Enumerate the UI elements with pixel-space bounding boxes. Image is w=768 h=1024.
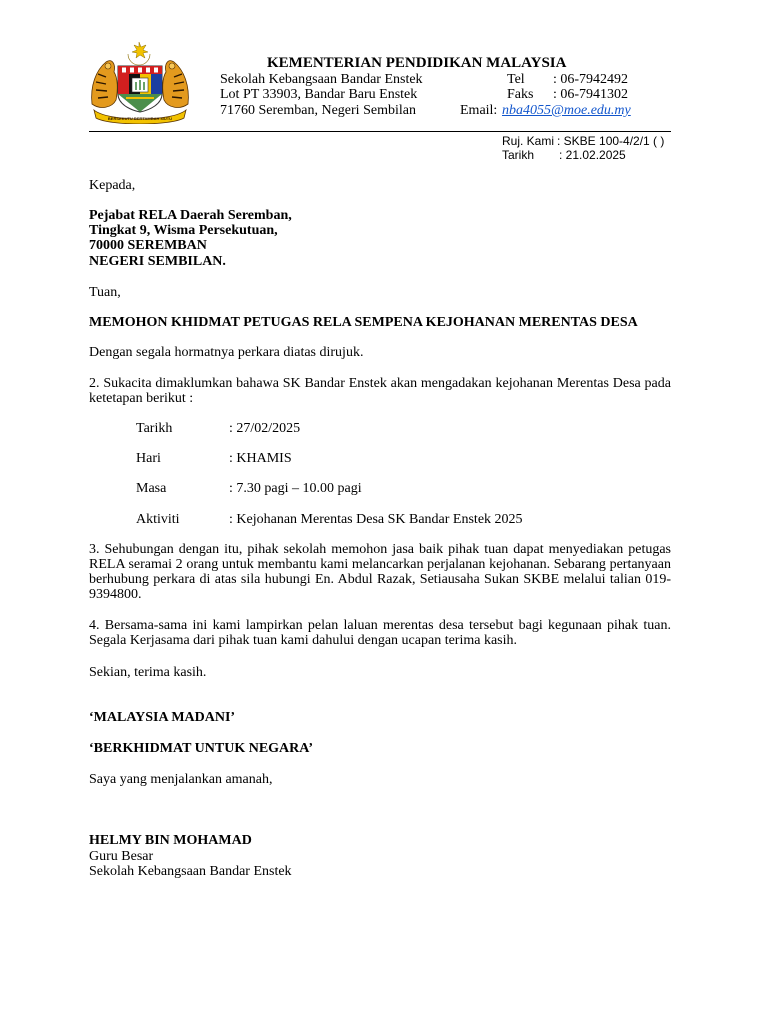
email-link[interactable]: nba4055@moe.edu.my [502, 103, 631, 118]
crest-motto: BERSEKUTU BERTAMBAH MUTU [107, 116, 173, 121]
fax-label: Faks [507, 87, 534, 102]
coat-of-arms-icon [88, 42, 192, 124]
recipient-line: Pejabat RELA Daerah Seremban, [89, 208, 292, 223]
email-label: Email: [460, 103, 498, 118]
address-line-2: 71760 Seremban, Negeri Sembilan [220, 103, 416, 118]
ministry-title: KEMENTERIAN PENDIDIKAN MALAYSIA [267, 55, 567, 71]
fax-value: : 06-7941302 [553, 87, 629, 102]
detail-label: Tarikh [136, 421, 173, 436]
detail-label: Hari [136, 451, 161, 466]
slogan-malaysia-madani: ‘MALAYSIA MADANI’ [89, 710, 236, 725]
paragraph-4: 4. Bersama-sama ini kami lampirkan pelan laluan merentas desa tersebut bagi kegunaan pihak tuan. Segala Kerjasama dari pihak tuan kami dahului dengan ucapan terima kasih. [89, 618, 671, 648]
recipient-line: Tingkat 9, Wisma Persekutuan, [89, 223, 278, 238]
greeting: Tuan, [89, 285, 121, 300]
salutation-to: Kepada, [89, 178, 136, 193]
address-line-1: Lot PT 33903, Bandar Baru Enstek [220, 87, 418, 102]
recipient-line: 70000 SEREMBAN [89, 238, 207, 253]
paragraph-1: Dengan segala hormatnya perkara diatas dirujuk. [89, 345, 364, 360]
trust-line: Saya yang menjalankan amanah, [89, 772, 273, 787]
subject-line: MEMOHON KHIDMAT PETUGAS RELA SEMPENA KEJOHANAN MERENTAS DESA [89, 315, 638, 330]
tel-value: : 06-7942492 [553, 72, 629, 87]
slogan-berkhidmat: ‘BERKHIDMAT UNTUK NEGARA’ [89, 741, 314, 756]
school-name: Sekolah Kebangsaan Bandar Enstek [220, 72, 423, 87]
header-divider [89, 131, 671, 132]
detail-value: : 27/02/2025 [229, 421, 301, 436]
signatory-title: Guru Besar [89, 849, 154, 864]
paragraph-3: 3. Sehubungan dengan itu, pihak sekolah memohon jasa baik pihak tuan dapat menyediakan petugas RELA seramai 2 orang untuk membantu kami melancarkan perjalanan kejohanan. Sebarang pertanyaan berhubung perkara di atas sila hubungi En. Abdul Razak, Setiausaha Sukan SKBE melalui talian 019-9394800. [89, 542, 671, 602]
detail-value: : Kejohanan Merentas Desa SK Bandar Enstek 2025 [229, 512, 523, 527]
signatory-school: Sekolah Kebangsaan Bandar Enstek [89, 864, 292, 879]
ref-date-value: : 21.02.2025 [559, 148, 626, 162]
closing-line: Sekian, terima kasih. [89, 665, 207, 680]
detail-value: : 7.30 pagi – 10.00 pagi [229, 481, 362, 496]
detail-value: : KHAMIS [229, 451, 292, 466]
paragraph-2: 2. Sukacita dimaklumkan bahawa SK Bandar Enstek akan mengadakan kejohanan Merentas Desa pada ketetapan berikut : [89, 376, 671, 406]
signatory-name: HELMY BIN MOHAMAD [89, 833, 252, 848]
ref-date-label: Tarikh [502, 148, 535, 162]
detail-label: Masa [136, 481, 167, 496]
ref-value: : SKBE 100-4/2/1 ( ) [557, 134, 665, 148]
detail-label: Aktiviti [136, 512, 180, 527]
tel-label: Tel [507, 72, 525, 87]
ref-label: Ruj. Kami [502, 134, 555, 148]
recipient-line: NEGERI SEMBILAN. [89, 254, 226, 269]
